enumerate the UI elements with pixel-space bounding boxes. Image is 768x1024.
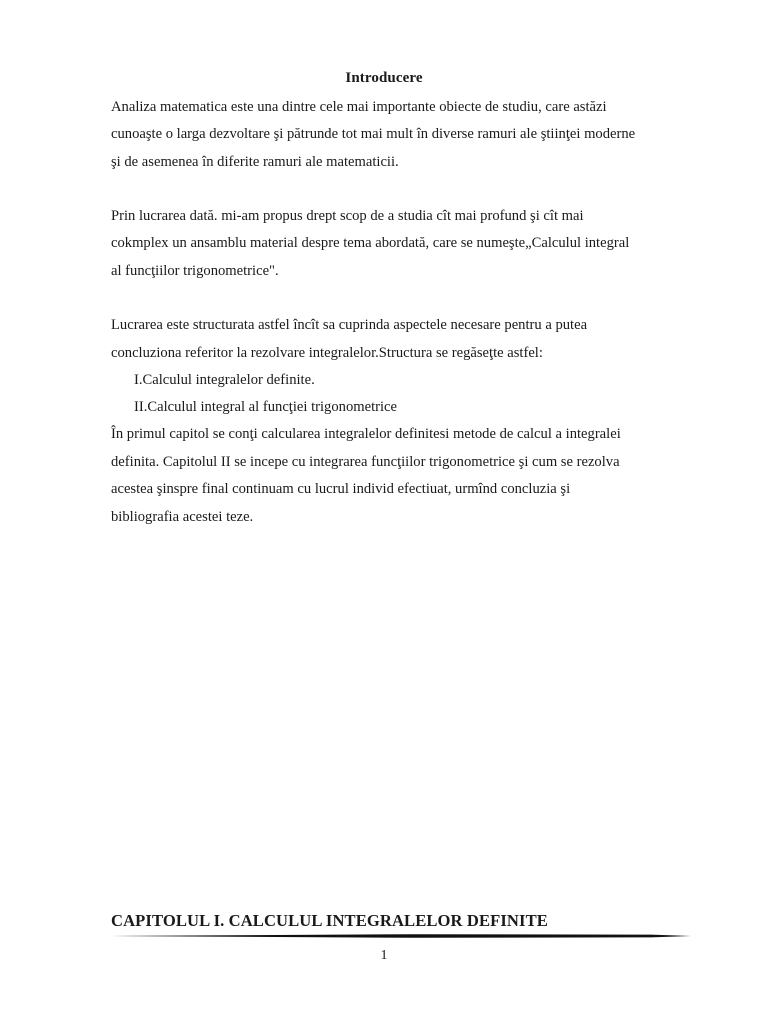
chapter-underline — [111, 934, 691, 938]
paragraph-4-line-2: definita. Capitolul II se incepe cu integrarea funcţiilor trigonometrice şi cum se rezolva — [111, 454, 620, 470]
paragraph-1-line-1: Analiza matematica este una dintre cele mai importante obiecte de studiu, care astăzi — [111, 99, 607, 115]
list-item-2: II.Calculul integral al funcţiei trigonometrice — [134, 399, 397, 415]
paragraph-1-line-2: cunoaşte o larga dezvoltare şi pătrunde tot mai mult în diverse ramuri ale ştiinţei moderne — [111, 126, 636, 142]
paragraph-2-line-3: al funcţiilor trigonometrice". — [111, 263, 279, 279]
paragraph-2-line-2: cokmplex un ansamblu material despre tema abordată, care se numeşte„Calculul integral — [111, 235, 630, 251]
paragraph-4-line-4: bibliografia acestei teze. — [111, 509, 254, 525]
page-number: 1 — [380, 948, 388, 963]
page-title: Introducere — [345, 70, 423, 86]
paragraph-4-line-1: În primul capitol se conţi calcularea integralelor definitesi metode de calcul a integralei — [111, 426, 621, 442]
list-item-1: I.Calculul integralelor definite. — [134, 372, 315, 388]
chapter-heading: CAPITOLUL I. CALCULUL INTEGRALELOR DEFINITE — [111, 911, 548, 930]
paragraph-2-line-1: Prin lucrarea dată. mi-am propus drept scop de a studia cît mai profund şi cît mai — [111, 208, 584, 224]
paragraph-1-line-3: şi de asemenea în diferite ramuri ale matematicii. — [111, 154, 399, 170]
paragraph-3-line-2: concluziona referitor la rezolvare integralelor.Structura se regăseţte astfel: — [111, 345, 543, 361]
paragraph-3-line-1: Lucrarea este structurata astfel încît sa cuprinda aspectele necesare pentru a putea — [111, 317, 588, 333]
paragraph-4-line-3: acestea şinspre final continuam cu lucrul individ efectiuat, urmînd concluzia şi — [111, 481, 571, 497]
